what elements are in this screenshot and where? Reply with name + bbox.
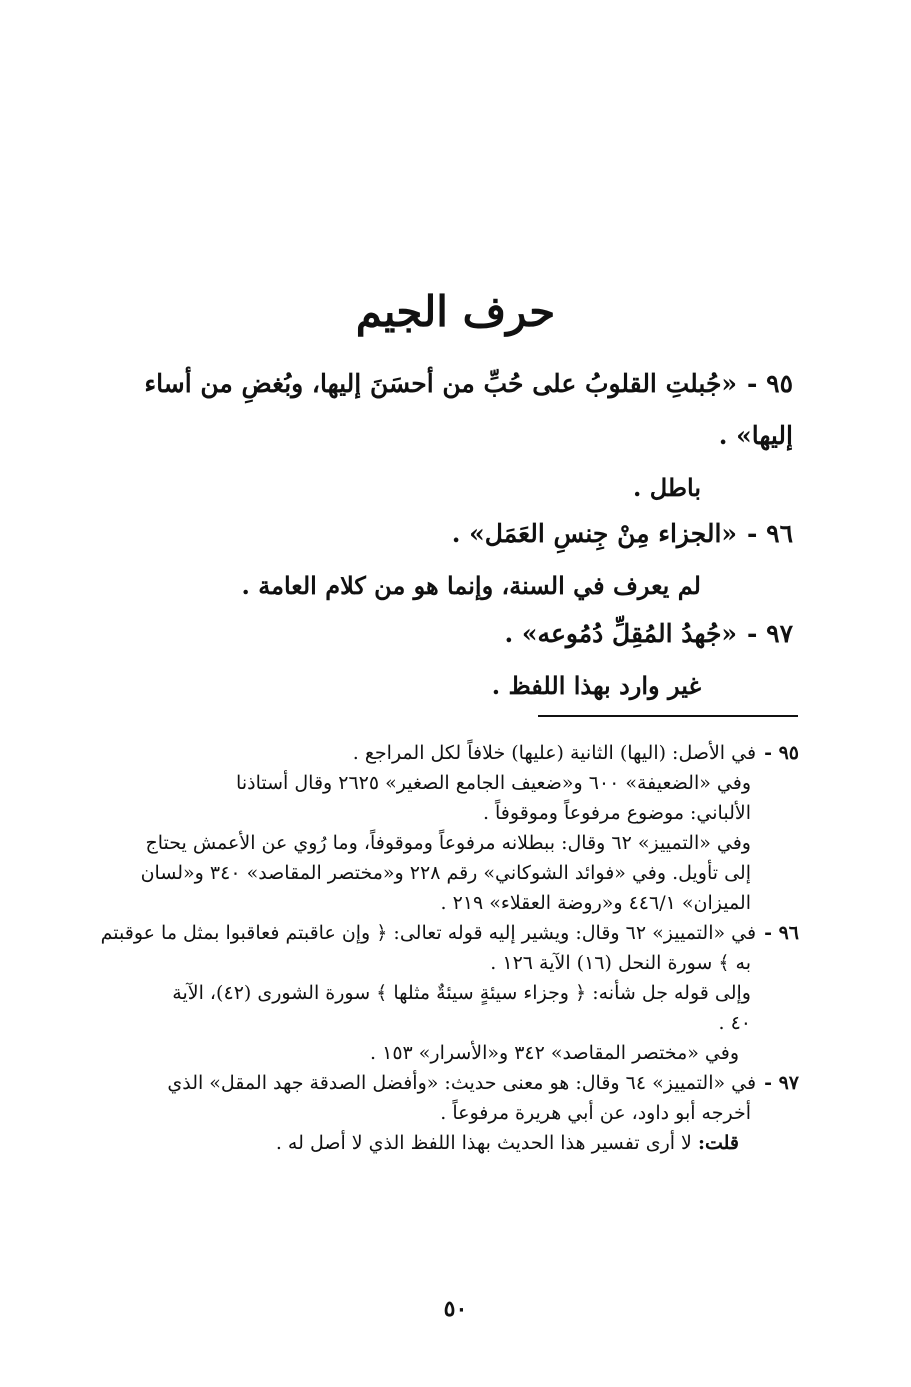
remark-text: لا أرى تفسير هذا الحديث بهذا اللفظ الذي لا أصل له . xyxy=(275,1132,692,1154)
entry-text-line xyxy=(103,358,793,410)
footnote-number: ٩٥ - xyxy=(764,742,799,764)
footnote-line: أخرجه أبو داود، عن أبي هريرة مرفوعاً . xyxy=(440,1102,751,1124)
entry-text-line xyxy=(103,608,793,660)
footnote-line: ٤٠ . xyxy=(718,1012,751,1034)
footnote-divider xyxy=(538,715,798,717)
footnote-line xyxy=(100,918,799,948)
entry-hadith-text: «جُبلتِ القلوبُ على حُبِّ من أحسَنَ إليها، وبُغضِ من أساء xyxy=(144,369,738,398)
footnote-text: في «التمييز» ٦٢ وقال: ويشير إليه قوله تعالى: ﴿ وإن عاقبتم فعاقبوا بمثل ما عوقبتم xyxy=(100,922,757,944)
footnotes xyxy=(100,738,799,1158)
footnote-line: إلى تأويل. وفي «فوائد الشوكاني» رقم ٢٢٨ و«مختصر المقاصد» ٣٤٠ و«لسان xyxy=(140,862,751,884)
entry-97 xyxy=(103,608,793,712)
footnote-line: به ﴾ سورة النحل (١٦) الآية ١٢٦ . xyxy=(490,952,751,974)
entry-verdict: غير وارد بهذا اللفظ . xyxy=(491,671,701,700)
footnote-line: الألباني: موضوع مرفوعاً وموقوفاً . xyxy=(482,802,751,824)
footnote-text: في «التمييز» ٦٤ وقال: هو معنى حديث: «وأفضل الصدقة جهد المقل» الذي xyxy=(167,1072,757,1094)
footnote-number: ٩٦ - xyxy=(764,922,799,944)
footnote-line: وإلى قوله جل شأنه: ﴿ وجزاء سيئةٍ سيئةٌ مثلها ﴾ سورة الشورى (٤٢)، الآية xyxy=(172,982,751,1004)
entry-number: ٩٦ - xyxy=(747,519,793,548)
entry-text-line xyxy=(103,410,793,462)
chapter-title: حرف الجيم xyxy=(355,287,556,336)
entry-number: ٩٧ - xyxy=(747,619,793,648)
entry-number: ٩٥ - xyxy=(747,369,793,398)
entry-hadith-text: إليها» . xyxy=(718,421,793,450)
entry-verdict: لم يعرف في السنة، وإنما هو من كلام العامة . xyxy=(241,571,701,600)
entry-95 xyxy=(103,358,793,514)
entry-96 xyxy=(103,508,793,612)
entry-text-line xyxy=(103,508,793,560)
footnote-text: في الأصل: (اليها) الثانية (عليها) خلافاً لكل المراجع . xyxy=(352,742,757,764)
entry-verdict: باطل . xyxy=(633,473,701,502)
entry-hadith-text: «الجزاء مِنْ جِنسِ العَمَل» . xyxy=(451,519,738,548)
footnote-line: وفي «التمييز» ٦٢ وقال: ببطلانه مرفوعاً وموقوفاً، وما رُوي عن الأعمش يحتاج xyxy=(145,832,751,854)
footnote-line xyxy=(103,1068,799,1098)
page-number: ٥٠ xyxy=(443,1296,468,1322)
remark-label: قلت: xyxy=(697,1132,739,1154)
footnote-number: ٩٧ - xyxy=(764,1072,799,1094)
footnote-line: الميزان» ٤٤٦/١ و«روضة العقلاء» ٢١٩ . xyxy=(440,892,751,914)
footnote-line: وفي «الضعيفة» ٦٠٠ و«ضعيف الجامع الصغير» ٢٦٢٥ وقال أستاذنا xyxy=(236,772,751,794)
entry-hadith-text: «جُهدُ المُقِلِّ دُمُوعه» . xyxy=(504,619,738,648)
footnote-line: وفي «مختصر المقاصد» ٣٤٢ و«الأسرار» ١٥٣ . xyxy=(370,1042,739,1064)
footnote-remark xyxy=(103,1128,799,1158)
footnote-line xyxy=(103,738,799,768)
